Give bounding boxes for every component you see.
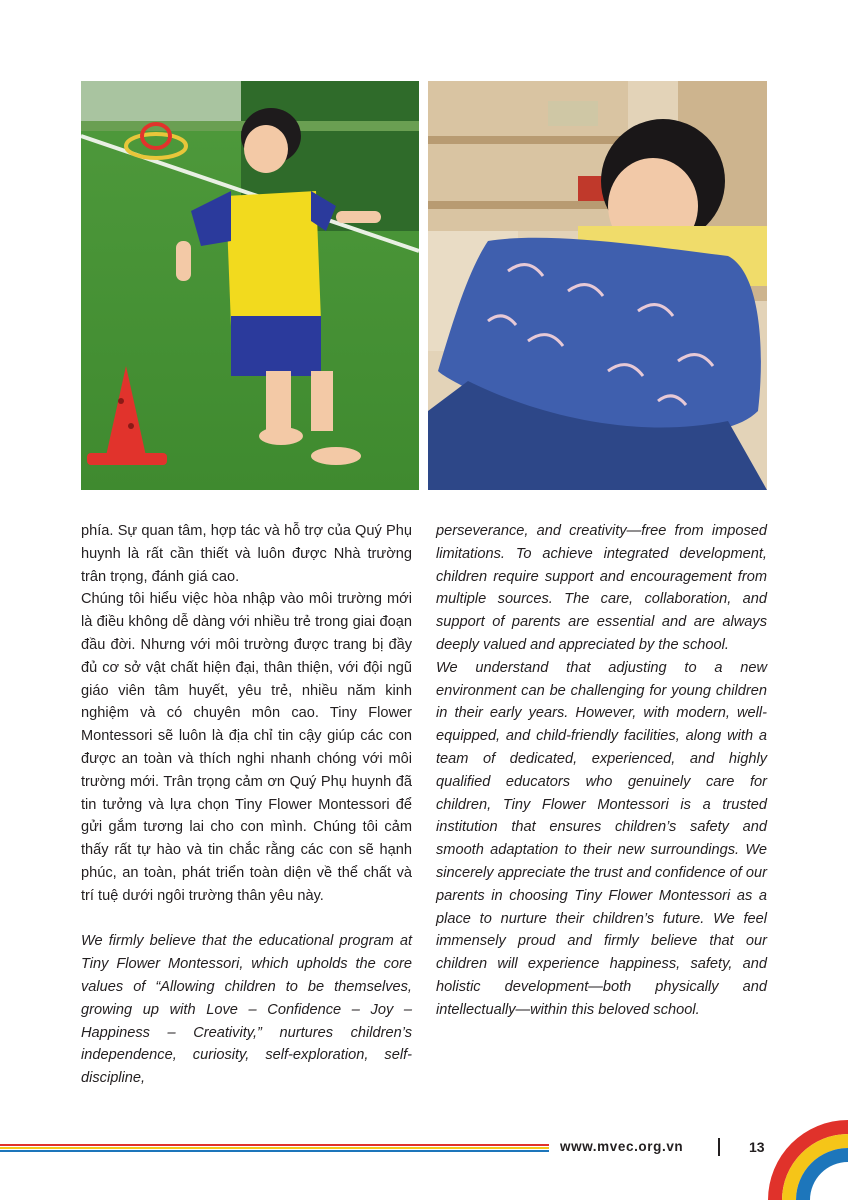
photo-child-running <box>81 81 419 490</box>
en-paragraph-2: We understand that adjusting to a new environment can be challenging for young children in their early years. However, with modern, well-equipped, and child-friendly facilities, along with a team of dedicated, experienced, and highly qualified educators who genuinely care for children, Tiny Flower Montessori is a trusted institution that ensures children’s safety and smooth adaptation to their new surroundings. We sincerely appreciate the trust and confidence of our parents in choosing Tiny Flower Montessori as a place to nurture their children’s future. We feel immensely proud and firmly believe that our children will experience happiness, safety, and holistic development—both physically and intellectually—within this beloved school. <box>436 659 767 1018</box>
footer-stripe-red <box>0 1144 549 1146</box>
photo-child-with-fabric-image <box>428 81 767 490</box>
photo-child-with-fabric <box>428 81 767 490</box>
photo-child-running-image <box>81 81 419 490</box>
right-text-column <box>436 520 767 1022</box>
en-paragraph-1-continued: perseverance, and creativity—free from imposed limitations. To achieve integrated development, children require support and encouragement from multiple sources. The care, collaboration, and support of parents are essential and are always deeply valued and appreciated by the school. <box>436 523 767 653</box>
vi-paragraph-2: Chúng tôi hiểu việc hòa nhập vào môi trường mới là điều không dễ dàng với nhiều trẻ trong giai đoạn đầu đời. Nhưng với môi trường được trang bị đầy đủ cơ sở vật chất hiện đại, thân thiện, với đội ngũ giáo viên tâm huyết, yêu trẻ, nhiều năm kinh nghiệm và có chuyên môn cao. Tiny Flower Montessori sẽ luôn là địa chỉ tin cậy giúp các con được an toàn và thích nghi nhanh chóng với môi trường mới. Trân trọng cảm ơn Quý Phụ huynh đã tin tưởng và lựa chọn Tiny Flower Montessori để gửi gắm tương lai cho con mình. Chúng tôi cảm thấy rất tự hào và tin chắc rằng các con sẽ hạnh phúc, an toàn, phát triển toàn diện về thể chất và trí tuệ dưới ngôi trường thân yêu này. <box>81 591 412 904</box>
footer-stripe-blue <box>0 1150 549 1152</box>
en-paragraph-1: We firmly believe that the educational program at Tiny Flower Montessori, which upholds the core values of “Allowing children to be themselves, growing up with Love – Confidence – Joy – Happiness – Creativity,” nurtures children’s independence, curiosity, self-exploration, self-discipline, <box>81 933 412 1087</box>
footer-stripes <box>0 1144 549 1153</box>
paragraph-gap <box>81 908 412 931</box>
rainbow-corner-icon <box>768 1120 848 1200</box>
footer-separator <box>718 1138 720 1156</box>
left-text-column <box>81 520 412 1090</box>
website-link[interactable]: www.mvec.org.vn <box>560 1139 684 1154</box>
page-number: 13 <box>749 1139 765 1155</box>
vi-paragraph-1: phía. Sự quan tâm, hợp tác và hỗ trợ của Quý Phụ huynh là rất cần thiết và luôn được Nhà trường trân trọng, đánh giá cao. <box>81 523 412 585</box>
footer-stripe-yellow <box>0 1147 549 1149</box>
